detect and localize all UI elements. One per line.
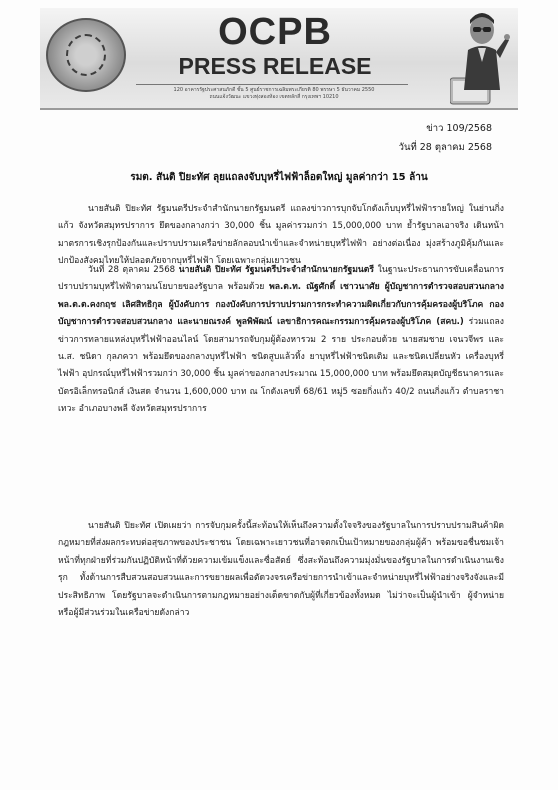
paragraph-2-details: ร่วมแถลงข่าวการทลายแหล่งบุหรี่ไฟฟ้าออนไลน์ โดยสามารถจับกุมผู้ต้องหารวม 2 ราย ประกอบด้วย นายสมชาย เจนวจีพร และ น.ส. ชนิดา กุลภควา พร้อมยึดของกลางบุหรี่ไฟฟ้า ชนิดสูบแล้วทิ้ง ยาบุหรี่ไฟฟ้าชนิดเติม และชนิดเปลี่ยนหัว เครื่องบุหรี่ไฟฟ้า อุปกรณ์บุหรี่ไฟฟ้ารวมกว่า 30,000 ชิ้น มูลค่าของกลางประมาณ 15,000,000 บาท พร้อมยึดสมุดบัญชีธนาคารและบัตรอิเล็กทรอนิกส์ เงินสด จำนวน 1,600,000 บาท ณ โกดังเลขที่ 68/61 หมู่5 ซอยกิ่งแก้ว 40/2 ถนนกิ่งแก้ว ตำบลราชาเทวะ อำเภอบางพลี จังหวัดสมุทรปราการ <box>58 317 504 415</box>
address-block <box>134 87 414 101</box>
address-line-1: 120 อาคารรัฐประศาสนภักดี ชั้น 5 ศูนย์ราชการเฉลิมพระเกียรติ 80 พรรษา 5 ธันวาคม 2550 <box>173 87 375 93</box>
paragraph-1-text: นายสันติ ปิยะทัศ รัฐมนตรีประจำสำนักนายกรัฐมนตรี แถลงข่าวการบุกจับโกดังเก็บบุหรี่ไฟฟ้ารายใหญ่ ในย่านกิ่งแก้ว จังหวัดสมุทรปราการ ยึดของกลางกว่า 30,000 ชิ้น มูลค่ารวมกว่า 15,000,000 บาท ย้ำรัฐบาลเอาจริง เดินหน้ามาตรการเชิงรุกป้องกันและปราบปรามเครือข่ายลักลอบนำเข้าและจำหน่ายบุหรี่ไฟฟ้า อย่างต่อเนื่อง มุ่งสร้างภูมิคุ้มกันและปกป้องสังคมไทยให้ปลอดภัยจากบุหรี่ไฟฟ้า โดยเฉพาะกลุ่มเยาวชน <box>58 204 504 267</box>
paragraph-3-text: นายสันติ ปิยะทัศ เปิดเผยว่า การจับกุมครั้งนี้สะท้อนให้เห็นถึงความตั้งใจจริงของรัฐบาลในการปราบปรามสินค้าผิดกฎหมายที่ส่งผลกระทบต่อสุขภาพของประชาชน โดยเฉพาะเยาวชนที่อาจตกเป็นเป้าหมายของกลุ่มผู้ค้า พร้อมขอชื่นชมเจ้าหน้าที่ทุกฝ่ายที่ร่วมกันปฏิบัติหน้าที่ด้วยความเข้มแข็งและซื่อสัตย์ ซึ่งสะท้อนถึงความมุ่งมั่นของรัฐบาลในการดำเนินงานเชิงรุก ทั้งด้านการสืบสวนสอบสวนและการขยายผลเพื่อตัดวงจรเครือข่ายการนำเข้าและจำหน่ายบุหรี่ไฟฟ้าอย่างจริงจังและมีประสิทธิภาพ โดยรัฐบาลจะดำเนินการตามกฎหมายอย่างเด็ดขาดกับผู้ที่เกี่ยวข้องทั้งหมด ไม่ว่าจะเป็นผู้นำเข้า ผู้จำหน่าย หรือผู้มีส่วนร่วมในเครือข่ายดังกล่าว <box>58 521 504 619</box>
minister-name: นายสันติ ปิยะทัศ รัฐมนตรีประจำสำนักนายกรัฐมนตรี <box>178 265 374 275</box>
paragraph-1 <box>58 201 504 271</box>
government-seal-icon <box>46 18 126 92</box>
press-release-title: PRESS RELEASE <box>178 53 372 79</box>
mascot-figure-icon <box>450 8 510 106</box>
paragraph-2-role: ในฐานะประธานการขับเคลื่อนการปราบปรามบุหรี่ไฟฟ้าตามนโยบายของรัฐบาล พร้อมด้วย <box>58 265 504 293</box>
headline: รมต. สันติ ปิยะทัศ ลุยแถลงจับบุหรี่ไฟฟ้าล็อตใหญ่ มูลค่ากว่า 15 ล้าน <box>130 172 428 183</box>
paragraph-2 <box>58 262 504 419</box>
address-line-2: ถนนแจ้งวัฒนะ แขวงทุ่งสองห้อง เขตหลักสี่ กรุงเทพฯ 10210 <box>209 94 339 100</box>
release-date: วันที่ 28 ตุลาคม 2568 <box>398 142 492 153</box>
paragraph-3 <box>58 518 504 622</box>
officials-list: พล.ต.ท. ณัฐศักดิ์ เชาวนาศัย ผู้บัญชาการตำรวจสอบสวนกลาง พล.ต.ต.คงกฤช เลิศสิทธิกุล ผู้บังคับการ กองบังคับการปราบปรามการกระทำความผิดเกี่ยวกับการคุ้มครองผู้บริโภค กองบัญชาการตำรวจสอบสวนกลาง และนายณรงค์ พูลพิพัฒน์ เลขาธิการคณะกรรมการคุ้มครองผู้บริโภค (สคบ.) <box>58 282 504 328</box>
banner-divider <box>136 84 408 85</box>
release-number: ข่าว 109/2568 <box>426 123 492 134</box>
header-banner <box>40 8 518 110</box>
paragraph-2-date: วันที่ 28 ตุลาคม 2568 <box>88 265 179 275</box>
brand-title: OCPB <box>218 11 332 53</box>
